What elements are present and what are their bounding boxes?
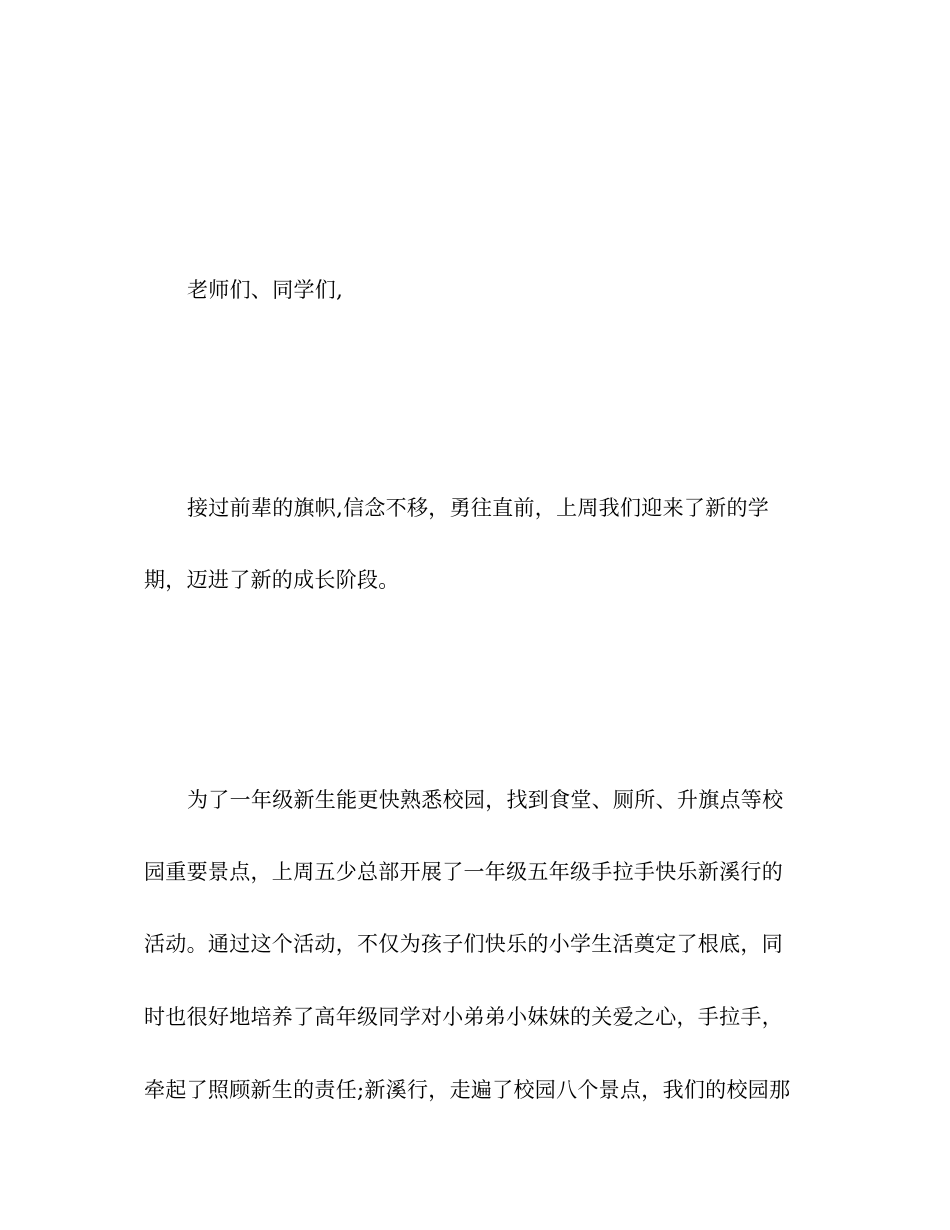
greeting-line: 老师们、同学们, <box>187 278 344 302</box>
paragraph-1-line-2: 期，迈进了新的成长阶段。 <box>144 568 400 592</box>
paragraph-2-line-2: 园重要景点，上周五少总部开展了一年级五年级手拉手快乐新溪行的 <box>144 860 783 884</box>
paragraph-2-line-4: 时也很好地培养了高年级同学对小弟弟小妹妹的关爱之心，手拉手， <box>144 1005 783 1029</box>
paragraph-1-line-1: 接过前辈的旗帜,信念不移，勇往直前，上周我们迎来了新的学 <box>187 496 770 520</box>
paragraph-2-line-3: 活动。通过这个活动，不仅为孩子们快乐的小学生活奠定了根底，同 <box>144 932 783 956</box>
paragraph-2-line-5: 牵起了照顾新生的责任;新溪行，走遍了校园八个景点，我们的校园那 <box>144 1078 791 1102</box>
paragraph-2-line-1: 为了一年级新生能更快熟悉校园，找到食堂、厕所、升旗点等校 <box>187 788 784 812</box>
